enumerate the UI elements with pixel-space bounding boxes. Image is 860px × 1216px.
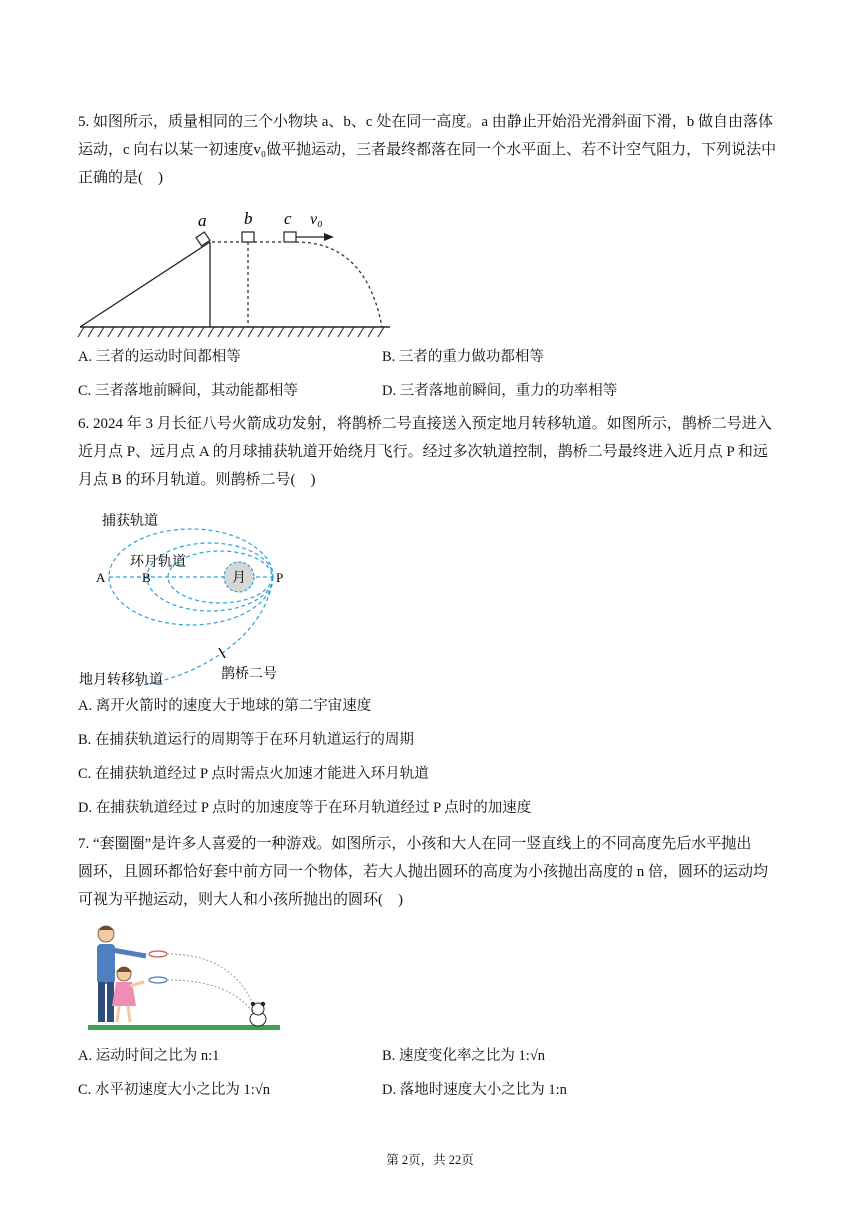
q6-figure <box>76 508 306 690</box>
q6-stem-line1: 6. 2024 年 3 月长征八号火箭成功发射，将鹊桥二号直接送入预定地月转移轨道。如图所示，鹊桥二号进入 <box>78 416 772 432</box>
child-ring <box>149 977 167 983</box>
adult-ring <box>149 951 167 957</box>
q5-option-d: D. 三者落地前瞬间，重力的功率相等 <box>382 383 618 399</box>
q6-stem <box>78 410 788 494</box>
q7-stem-line2: 圆环，且圆环都恰好套中前方同一个物体，若大人抛出圆环的高度为小孩抛出高度的 n 倍，圆环的运动均 <box>78 864 769 880</box>
q5-stem <box>78 108 788 192</box>
label-P: P <box>276 570 284 585</box>
q6-stem-line3: 月点 B 的环月轨道。则鹊桥二号( ) <box>78 472 316 488</box>
q7-option-b: B. 速度变化率之比为 1:√n <box>382 1048 546 1064</box>
label-transfer: 地月转移轨道 <box>79 672 163 688</box>
q6-option-d: D. 在捕获轨道经过 P 点时的加速度等于在环月轨道经过 P 点时的加速度 <box>78 800 532 816</box>
probe-marker <box>219 648 225 658</box>
label-v0: v₀ <box>310 211 323 228</box>
label-A: A <box>96 570 106 585</box>
q7-stem-line1: 7. “套圈圈”是许多人喜爱的一种游戏。如图所示，小孩和大人在同一竖直线上的不同高度先后水平抛出 <box>78 836 752 852</box>
child-figure <box>112 967 144 1022</box>
projectile-path <box>296 242 382 327</box>
q5-figure <box>76 204 396 344</box>
q6-option-b: B. 在捕获轨道运行的周期等于在环月轨道运行的周期 <box>78 732 414 748</box>
label-capture: 捕获轨道 <box>102 513 158 529</box>
q5-stem-line1: 5. 如图所示，质量相同的三个小物块 a、b、c 处在同一高度。a 由静止开始沿光滑斜面下滑，b 做自由落体 <box>78 114 773 130</box>
grass <box>88 1025 280 1030</box>
q5-option-b: B. 三者的重力做功都相等 <box>382 349 544 365</box>
panda-target <box>250 1002 266 1026</box>
block-b <box>242 232 254 242</box>
q7-option-c: C. 水平初速度大小之比为 1:√n <box>78 1082 271 1098</box>
label-a: a <box>198 211 207 230</box>
q6-option-a: A. 离开火箭时的速度大于地球的第二宇宙速度 <box>78 698 372 714</box>
q7-option-d: D. 落地时速度大小之比为 1:n <box>382 1082 567 1098</box>
label-c: c <box>284 209 292 228</box>
incline <box>80 242 210 327</box>
block-c <box>284 232 296 242</box>
q7-option-a: A. 运动时间之比为 n:1 <box>78 1048 220 1064</box>
label-moon: 月 <box>232 570 246 586</box>
q7-figure <box>86 924 282 1034</box>
q6-stem-line2: 近月点 P、远月点 A 的月球捕获轨道开始绕月飞行。经过多次轨道控制，鹊桥二号最终进入近月点 P 和远 <box>78 444 768 460</box>
page-footer: 第 2页，共 22页 <box>386 1153 474 1167</box>
label-probe: 鹊桥二号 <box>221 666 277 682</box>
label-B: B <box>142 570 151 585</box>
q7-stem <box>78 830 788 914</box>
q5-stem-line3: 正确的是( ) <box>78 170 163 186</box>
q6-option-c: C. 在捕获轨道经过 P 点时需点火加速才能进入环月轨道 <box>78 766 429 782</box>
q5-option-c: C. 三者落地前瞬间，其动能都相等 <box>78 383 298 399</box>
q7-stem-line3: 可视为平抛运动，则大人和小孩所抛出的圆环( ) <box>78 892 403 908</box>
label-b: b <box>244 209 253 228</box>
label-ring: 环月轨道 <box>130 554 186 570</box>
q5-option-a: A. 三者的运动时间都相等 <box>78 349 241 365</box>
q5-stem-line2: 运动，c 向右以某一初速度v₀做平抛运动，三者最终都落在同一个水平面上、若不计空气阻力，下列说法中 <box>78 142 777 158</box>
